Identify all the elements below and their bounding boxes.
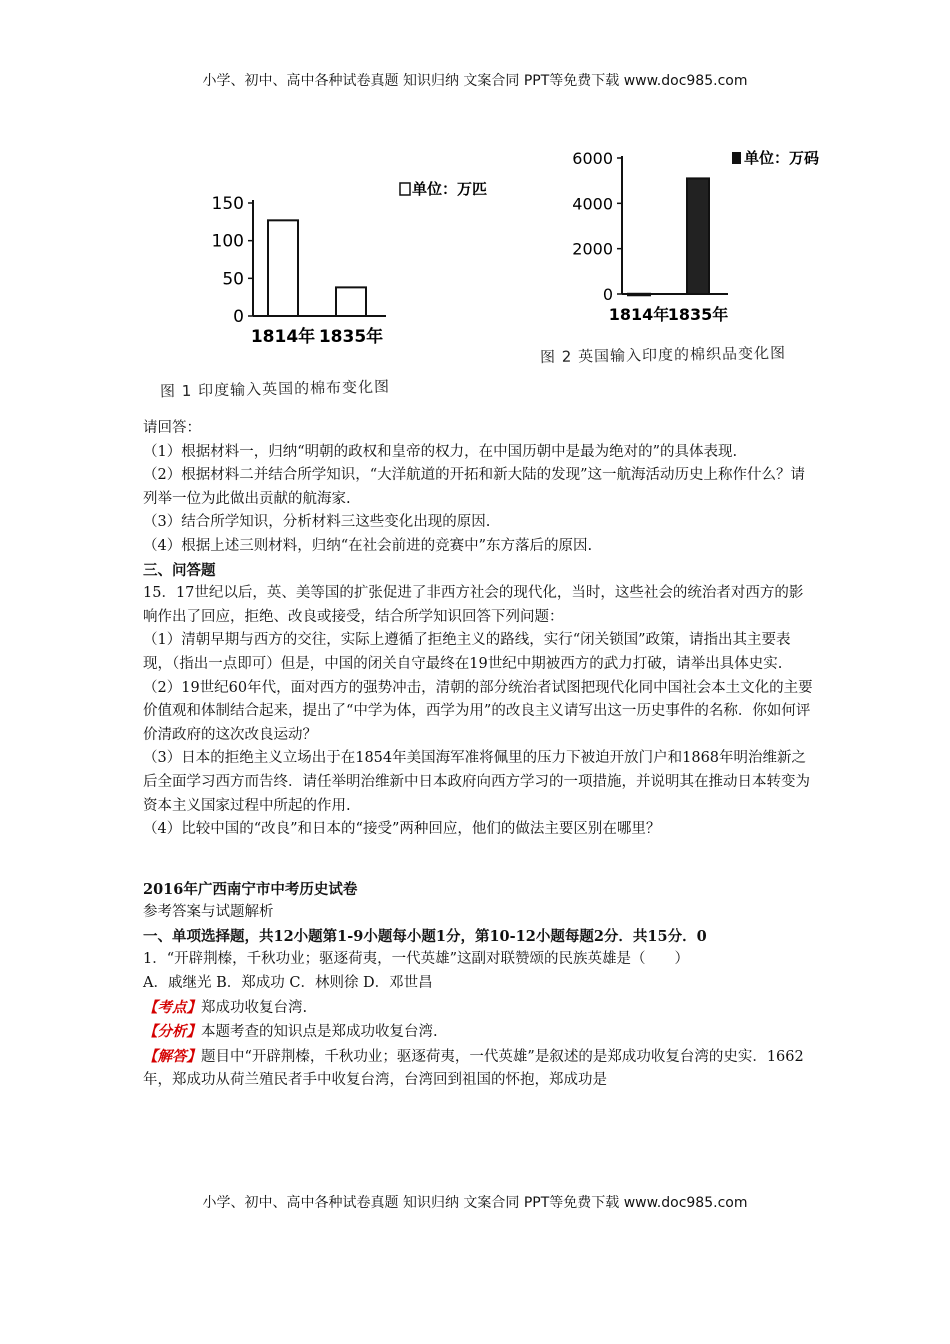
chart1-legend: 单位：万匹 xyxy=(412,180,488,198)
x-category-label: 1814年 xyxy=(250,327,316,347)
chart2-caption: 图 2 英国输入印度的棉织品变化图 xyxy=(539,343,787,367)
document-body xyxy=(143,417,815,1093)
fenxi-line xyxy=(143,1020,815,1045)
chart2-svg xyxy=(560,140,850,335)
x-category-label: 1835年 xyxy=(667,305,729,324)
jieda-text: 题目中“开辟荆榛，千秋功业；驱逐荷夷，一代英雄”是叙述的是郑成功收复台湾的史实．1662年，郑成功从荷兰殖民者手中收复台湾，台湾回到祖国的怀抱，郑成功是 xyxy=(143,1048,804,1089)
y-tick-label: 6000 xyxy=(572,149,613,168)
kaodian-line xyxy=(143,996,815,1021)
chart-cloth-india-to-britain xyxy=(150,172,488,362)
question-15-1: （1）清朝早期与西方的交往，实际上遵循了拒绝主义的路线，实行“闭关锁国”政策，请指出其主要表现，（指出一点即可）但是，中国的闭关自守最终在19世纪中期被西方的武力打破，请举出具体史实. xyxy=(143,632,791,672)
question-2: （2）根据材料二并结合所学知识，“大洋航道的开拓和新大陆的发现”这一航海活动历史上称作什么？请列举一位为此做出贡献的航海家. xyxy=(143,467,806,507)
y-tick-label: 0 xyxy=(233,307,244,327)
answers-subtitle: 参考答案与试题解析 xyxy=(143,904,274,921)
chart2-legend: 单位：万码 xyxy=(744,149,820,167)
question-15-4: （4）比较中国的“改良”和日本的“接受”两种回应，他们的做法主要区别在哪里？ xyxy=(143,821,661,838)
answer-question-1-options: A．戚继光 B．郑成功 C．林则徐 D．邓世昌 xyxy=(143,975,433,992)
question-15-3: （3）日本的拒绝主义立场出于在1854年美国海军准将佩里的压力下被迫开放门户和1868年明治维新之后全面学习西方而告终．请任举明治维新中日本政府向西方学习的一项措施，并说明其在推动日本转变为资本主义国家过程中所起的作用. xyxy=(143,750,810,814)
chart1-caption: 图 1 印度输入英国的棉布变化图 xyxy=(159,377,391,401)
page-header: 小学、初中、高中各种试卷真题 知识归纳 文案合同 PPT等免费下载 www.doc985.com xyxy=(202,73,748,89)
x-category-label: 1835年 xyxy=(318,327,384,347)
y-tick-label: 0 xyxy=(602,285,613,304)
question-4: （4）根据上述三则材料，归纳“在社会前进的竞赛中”东方落后的原因. xyxy=(143,537,593,554)
chart1-svg xyxy=(150,172,488,362)
answer-question-1: 1．“开辟荆榛，千秋功业；驱逐荷夷，一代英雄”这副对联赞颂的民族英雄是（ ） xyxy=(143,951,690,968)
bar-1835年 xyxy=(336,287,366,316)
kaodian-text: 郑成功收复台湾. xyxy=(201,999,308,1016)
fenxi-text: 本题考查的知识点是郑成功收复台湾. xyxy=(201,1024,438,1041)
x-category-label: 1814年 xyxy=(608,305,670,324)
kaodian-tag: 【考点】 xyxy=(143,998,201,1016)
question-3: （3）结合所学知识，分析材料三这些变化出现的原因. xyxy=(143,514,491,531)
answers-section1: 一、单项选择题，共12小题第1-9小题每小题1分，第10-12小题每题2分．共15分．0 xyxy=(143,927,707,945)
page-footer: 小学、初中、高中各种试卷真题 知识归纳 文案合同 PPT等免费下载 www.doc985.com xyxy=(202,1195,748,1211)
chart-cotton-britain-to-india xyxy=(560,140,850,335)
y-tick-label: 100 xyxy=(211,231,244,252)
y-tick-label: 50 xyxy=(222,269,244,290)
bar-1814年 xyxy=(628,294,650,296)
answers-title: 2016年广西南宁市中考历史试卷 xyxy=(143,880,358,898)
bar-1814年 xyxy=(268,220,298,316)
y-tick-label: 2000 xyxy=(572,239,613,259)
question-15: 15．17世纪以后，英、美等国的扩张促进了非西方社会的现代化，当时，这些社会的统治者对西方的影响作出了回应，拒绝、改良或接受，结合所学知识回答下列问题： xyxy=(143,585,804,625)
y-tick-label: 4000 xyxy=(572,194,613,214)
section3-heading: 三、问答题 xyxy=(143,561,216,579)
jieda-line xyxy=(143,1045,815,1093)
y-tick-label: 150 xyxy=(211,194,244,214)
chart2-legend-swatch xyxy=(732,152,741,164)
bar-1835年 xyxy=(687,178,709,294)
fenxi-tag: 【分析】 xyxy=(143,1023,201,1041)
question-15-2: （2）19世纪60年代，面对西方的强势冲击，清朝的部分统治者试图把现代化同中国社会本土文化的主要价值观和体制结合起来，提出了“中学为体，西学为用”的改良主义请写出这一历史事件的名称．你如何评价清政府的这次改良运动？ xyxy=(143,679,813,743)
jieda-tag: 【解答】 xyxy=(143,1047,201,1065)
questions-prompt: 请回答： xyxy=(143,420,201,436)
question-1: （1）根据材料一，归纳“明朝的政权和皇帝的权力，在中国历朝中是最为绝对的”的具体表现. xyxy=(143,443,738,460)
chart1-legend-swatch xyxy=(400,183,410,195)
